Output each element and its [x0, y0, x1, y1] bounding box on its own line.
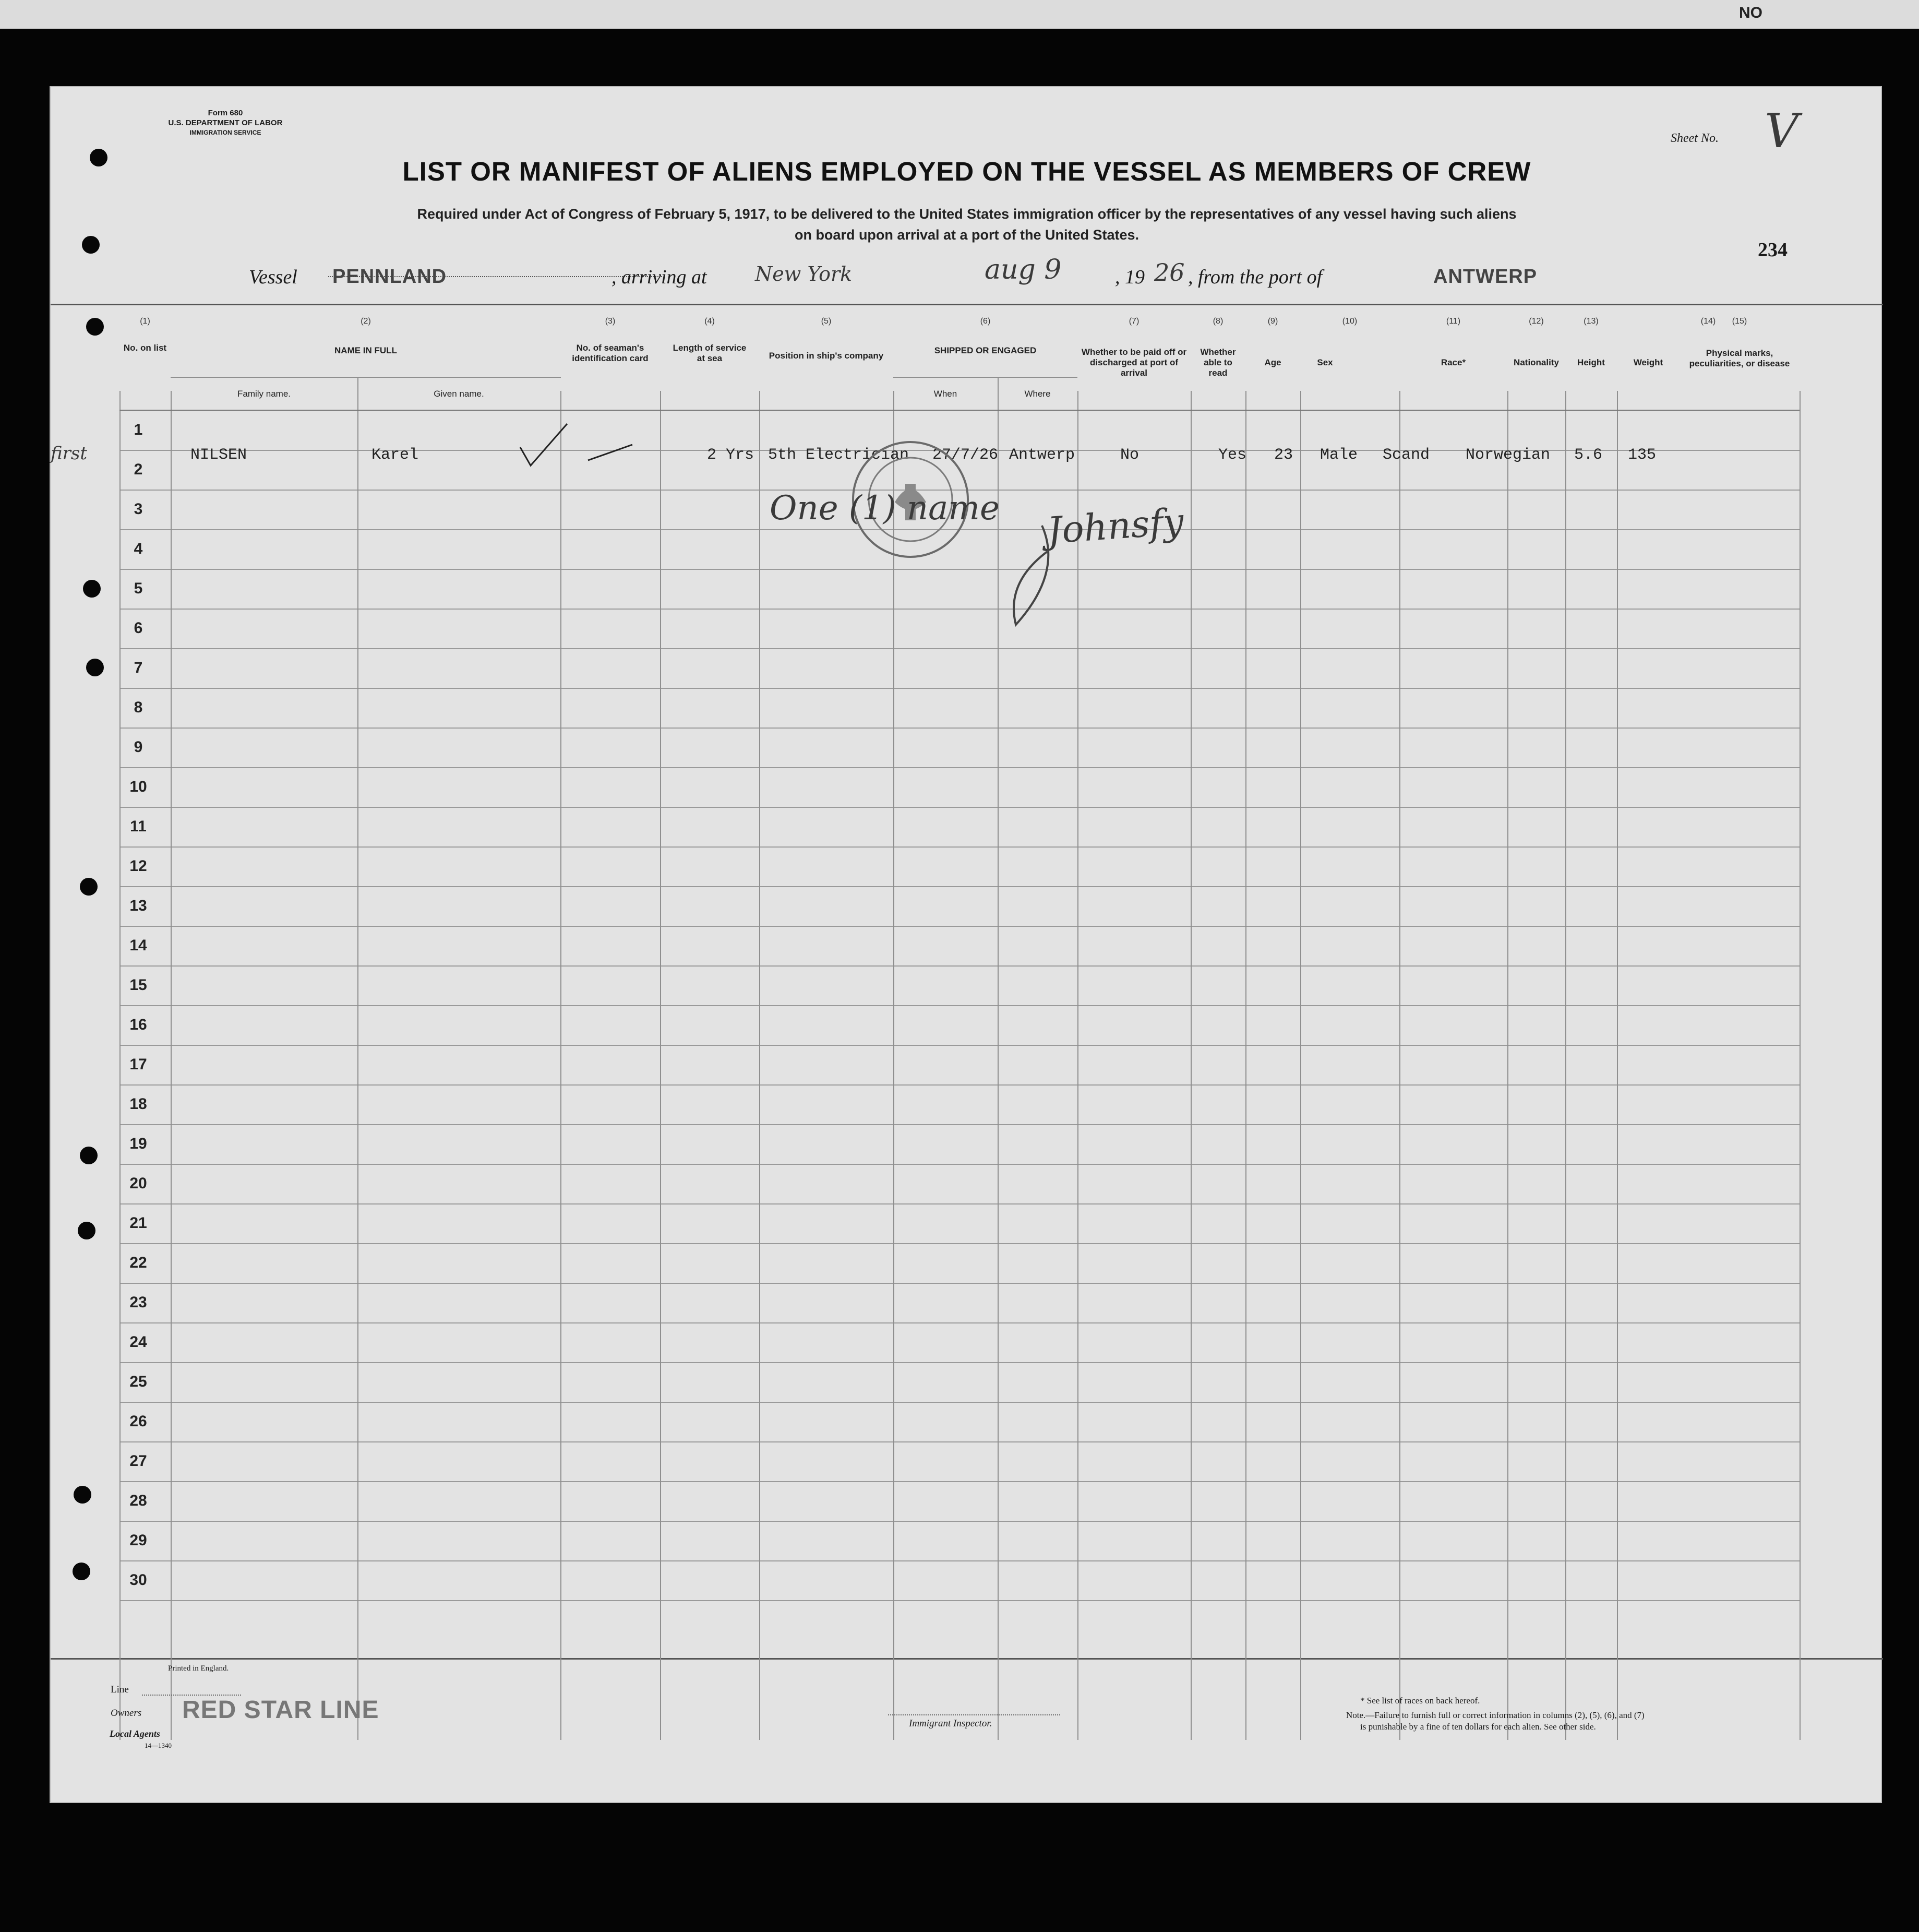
col-paid-off-header: Whether to be paid off or discharged at port of arrival: [1081, 347, 1187, 378]
col-name-header: NAME IN FULL: [334, 345, 397, 355]
col-sex-header: Sex: [1317, 357, 1333, 367]
row-number: 12: [129, 857, 147, 875]
entry-position: 5th Electrician: [768, 446, 909, 464]
line-label: Line: [111, 1684, 129, 1695]
row-number: 14: [129, 937, 147, 954]
row-number: 6: [134, 619, 143, 637]
year-handwritten: 26: [1154, 258, 1185, 287]
col-length-of-service-header: Length of service at sea: [673, 343, 747, 363]
col-shipped-header: SHIPPED OR ENGAGED: [934, 345, 1037, 355]
col1-number: (1): [140, 317, 150, 326]
column-divider: [560, 391, 561, 1740]
form-department: U.S. DEPARTMENT OF LABOR: [168, 118, 283, 127]
row-number: 15: [129, 976, 147, 994]
column-divider: [1565, 391, 1566, 1740]
local-agents-label: Local Agents: [110, 1728, 160, 1739]
row-number: 20: [129, 1175, 147, 1192]
inspector-label: Immigrant Inspector.: [909, 1718, 992, 1729]
form-code: 14—1340: [145, 1742, 172, 1749]
vessel-label: Vessel: [249, 266, 297, 288]
column-divider: [893, 391, 894, 1740]
penalty-note-line-2: is punishable by a fine of ten dollars for each alien. See other side.: [1360, 1722, 1596, 1732]
signature-flourish: [1000, 520, 1073, 635]
col13-number: (13): [1584, 317, 1599, 326]
column-divider: [1800, 391, 1801, 1740]
entry-height: 5.6: [1574, 446, 1603, 464]
vessel-name-stamp: PENNLAND: [332, 266, 447, 288]
form-service: IMMIGRATION SERVICE: [189, 129, 261, 136]
top-paper-strip: [0, 0, 1919, 29]
col10-number: (10): [1342, 317, 1358, 326]
col8-number: (8): [1213, 317, 1224, 326]
entry-family-name: NILSEN: [190, 446, 247, 464]
column-divider: [1617, 391, 1618, 1740]
subtitle-line-1: Required under Act of Congress of February 5, 1917, to be delivered to the United States immigration officer by the representatives of any vessel having such aliens: [417, 206, 1517, 222]
row-number: 4: [134, 540, 143, 557]
row-number: 25: [129, 1373, 147, 1390]
column-divider: [119, 391, 121, 1740]
owners-stamp: RED STAR LINE: [182, 1696, 379, 1724]
column-divider: [1300, 391, 1301, 1740]
row-number: 10: [129, 778, 147, 795]
handwritten-name-count: One (1) name: [770, 489, 1000, 528]
row-number: 24: [129, 1333, 147, 1351]
arriving-label: , arriving at: [611, 266, 707, 288]
col-physical-marks-header: Physical marks, peculiarities, or disease: [1689, 348, 1790, 368]
row-number: 8: [134, 699, 143, 716]
column-divider: [357, 391, 358, 1740]
row-number: 7: [134, 659, 143, 676]
form-number: Form 680: [208, 109, 243, 117]
departure-port-stamp: ANTWERP: [1433, 266, 1538, 288]
penalty-note-line-1: Note.—Failure to furnish full or correct information in columns (2), (5), (6), and (7): [1346, 1710, 1645, 1720]
row-number: 2: [134, 461, 143, 478]
inspector-signature-line: [888, 1714, 1060, 1715]
name-subheader-rule: [171, 377, 561, 378]
column-divider: [660, 391, 661, 1740]
col4-number: (4): [704, 317, 715, 326]
col-weight-header: Weight: [1633, 357, 1663, 367]
row-number: 27: [129, 1452, 147, 1470]
subtitle-line-2: on board upon arrival at a port of the United States.: [794, 227, 1140, 243]
row-number: 16: [129, 1016, 147, 1033]
entry-sex: Male: [1320, 446, 1358, 464]
row-number: 18: [129, 1095, 147, 1113]
arrival-date-handwritten: aug 9: [985, 254, 1062, 285]
given-name-header: Given name.: [434, 389, 484, 399]
margin-note-handwritten: first: [51, 443, 88, 464]
col-position-header: Position in ship's company: [769, 351, 884, 361]
shipped-subheader-rule: [893, 377, 1077, 378]
col3-number: (3): [605, 317, 616, 326]
col12-number: (12): [1529, 317, 1544, 326]
row-number: 5: [134, 580, 143, 597]
sheet-label: Sheet No.: [1671, 132, 1719, 145]
entry-shipped-where: Antwerp: [1009, 446, 1075, 464]
row-number: 19: [129, 1135, 147, 1152]
col-able-to-read-header: Whether able to read: [1200, 347, 1236, 378]
owners-label: Owners: [111, 1708, 142, 1719]
shipped-when-header: When: [933, 389, 957, 399]
column-divider: [998, 391, 999, 1740]
row-number: 3: [134, 500, 143, 518]
col15-number: (15): [1732, 317, 1747, 326]
column-divider: [171, 391, 172, 1740]
row-number: 30: [129, 1571, 147, 1589]
races-footnote: * See list of races on back hereof.: [1360, 1696, 1480, 1706]
column-divider: [1399, 391, 1400, 1740]
row-number: 9: [134, 738, 143, 756]
entry-weight: 135: [1628, 446, 1657, 464]
shipped-where-header: Where: [1024, 389, 1051, 399]
entry-shipped-when: 27/7/26: [932, 446, 999, 464]
column-divider: [1077, 391, 1078, 1740]
year-prefix: , 19: [1115, 266, 1145, 288]
col-nationality-header: Nationality: [1514, 357, 1559, 367]
entry-age: 23: [1274, 446, 1293, 464]
row-number: 21: [129, 1214, 147, 1232]
entry-nationality: Norwegian: [1466, 446, 1551, 464]
col-race-header: Race*: [1441, 357, 1466, 367]
row-number: 26: [129, 1413, 147, 1430]
col-number-on-list-header: No. on list: [123, 343, 167, 353]
entry-length-of-service: 2 Yrs: [707, 446, 754, 464]
sheet-number-handwritten: V: [1765, 104, 1798, 159]
row-number: 13: [129, 897, 147, 914]
manifest-sheet: [50, 86, 1882, 1803]
col2-number: (2): [361, 317, 371, 326]
col-height-header: Height: [1577, 357, 1605, 367]
entry-race: Scand: [1383, 446, 1430, 464]
document-title: LIST OR MANIFEST OF ALIENS EMPLOYED ON THE VESSEL AS MEMBERS OF CREW: [402, 157, 1531, 186]
family-name-header: Family name.: [237, 389, 291, 399]
row-number: 23: [129, 1294, 147, 1311]
row-number: 29: [129, 1532, 147, 1549]
row-number: 11: [130, 818, 147, 835]
column-divider: [1245, 391, 1246, 1740]
page-number: 234: [1758, 239, 1788, 261]
header-bottom-rule: [119, 410, 1800, 411]
row-number: 17: [129, 1056, 147, 1073]
from-port-label: , from the port of: [1188, 266, 1323, 288]
row-number: 28: [129, 1492, 147, 1509]
col11-number: (11): [1446, 317, 1461, 326]
checkmark-strokes: [510, 421, 698, 479]
col-id-card-header: No. of seaman's identification card: [572, 343, 649, 363]
col5-number: (5): [821, 317, 832, 326]
row-grid: [51, 87, 1883, 1804]
col6-number: (6): [980, 317, 991, 326]
entry-paid-off: No: [1120, 446, 1140, 464]
inspector-signature: Johnsfy: [1046, 499, 1185, 553]
row-number: 22: [129, 1254, 147, 1271]
row-number: 1: [134, 421, 143, 438]
entry-able-to-read: Yes: [1218, 446, 1247, 464]
col9-number: (9): [1267, 317, 1278, 326]
arrival-port-handwritten: New York: [755, 263, 853, 285]
top-strip-no-label: NO: [1739, 4, 1762, 21]
entry-given-name: Karel: [371, 446, 419, 464]
col-age-header: Age: [1264, 357, 1281, 367]
column-divider: [1191, 391, 1192, 1740]
col7-number: (7): [1129, 317, 1140, 326]
col14-number: (14): [1700, 317, 1716, 326]
column-divider: [1507, 391, 1508, 1740]
column-divider: [759, 391, 760, 1740]
printed-in-note: Printed in England.: [168, 1664, 229, 1673]
